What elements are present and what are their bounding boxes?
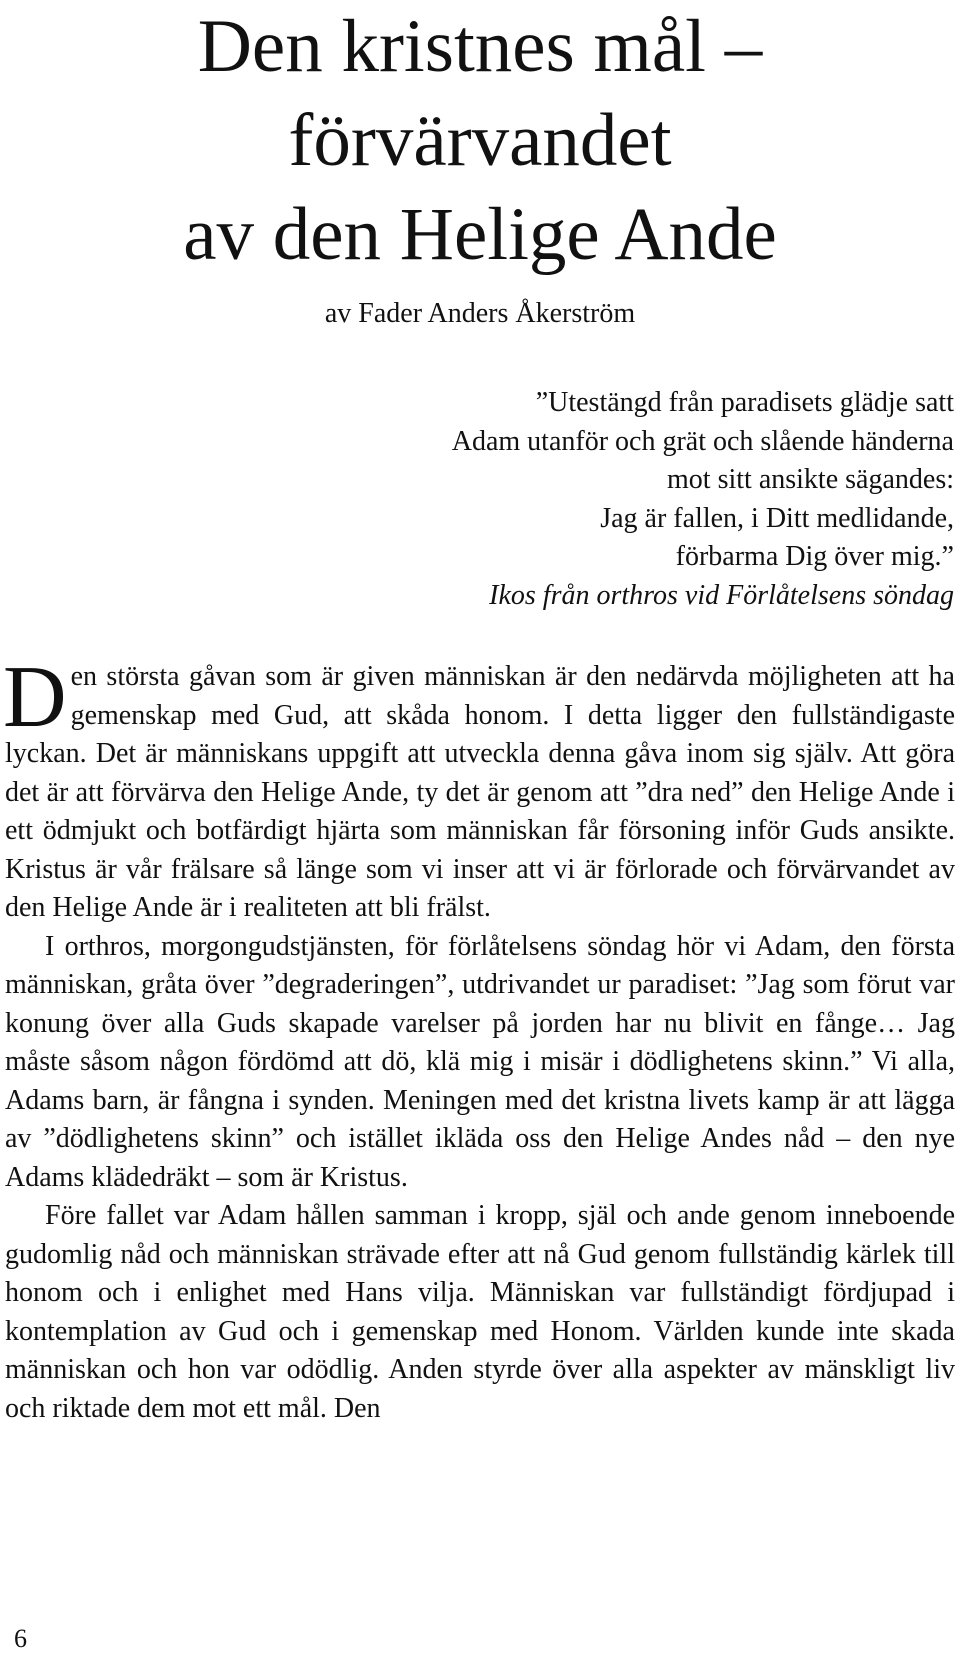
paragraph-3: Före fallet var Adam hållen samman i kropp, själ och ande genom inneboende gudomlig nåd och människan strävade efter att nå Gud genom fullständig kärlek till honom och i enlighet med Hans vilja. Människan var fullständigt fördjupad i kontemplation av Gud och i gemenskap med Honom. Världen kunde inte skada människan och hon var odödlig. Anden styrde över alla aspekter av mänskligt liv och riktade dem mot ett mål. Den <box>5 1200 955 1424</box>
epigraph-line: Adam utanför och grät och slående händerna <box>451 425 954 457</box>
epigraph-line: Jag är fallen, i Ditt medlidande, <box>600 502 954 534</box>
title-line-1: Den kristnes mål – <box>197 5 763 88</box>
author-byline: av Fader Anders Åkerström <box>324 298 636 329</box>
epigraph <box>234 384 954 615</box>
page-title <box>0 0 960 282</box>
paragraph-1 <box>3 649 955 928</box>
article-body <box>3 649 955 1428</box>
epigraph-line: ”Utestängd från paradisets glädje satt <box>535 387 954 418</box>
paragraph-1-text: en största gåvan som är given människan är den nedärvda möjligheten att ha gemenskap med Gud, att skåda honom. I detta ligger den fullständigaste lyckan. Det är människans uppgift att utveckla denna gåva inom sig själv. Att göra det är att förvärva den Helige Ande, ty det är genom att ”dra ned” den Helige Ande i ett ödmjukt och botfärdigt hjärta som människan får försoning inför Guds ansikte. Kristus är vår frälsare så länge som vi inser att vi är förlorade och förvärvandet av den Helige Ande är i realiteten att bli frälst. <box>5 661 955 923</box>
page-number: 6 <box>14 1624 27 1653</box>
title-line-3: av den Helige Ande <box>183 193 777 276</box>
epigraph-line: mot sitt ansikte sägandes: <box>667 464 954 495</box>
drop-cap: D <box>3 649 67 746</box>
epigraph-source: Ikos från orthros vid Förlåtelsens söndag <box>489 579 954 611</box>
paragraph-2: I orthros, morgongudstjänsten, för förlåtelsens söndag hör vi Adam, den första människan, gråta över ”degraderingen”, utdrivandet ur paradiset: ”Jag som förut var konung över alla Guds skapade varelser på jorden har nu blivit en fånge… Jag måste såsom någon fördömd att dö, klä mig i misär i dödlighetens skinn.” Vi alla, Adams barn, är fångna i synden. Meningen med det kristna livets kamp är att lägga av ”dödlighetens skinn” och istället ikläda oss den Helige Andes nåd – den nye Adams klädedräkt – som är Kristus. <box>5 930 955 1193</box>
title-line-2: förvärvandet <box>288 99 672 182</box>
epigraph-line: förbarma Dig över mig.” <box>675 541 954 572</box>
